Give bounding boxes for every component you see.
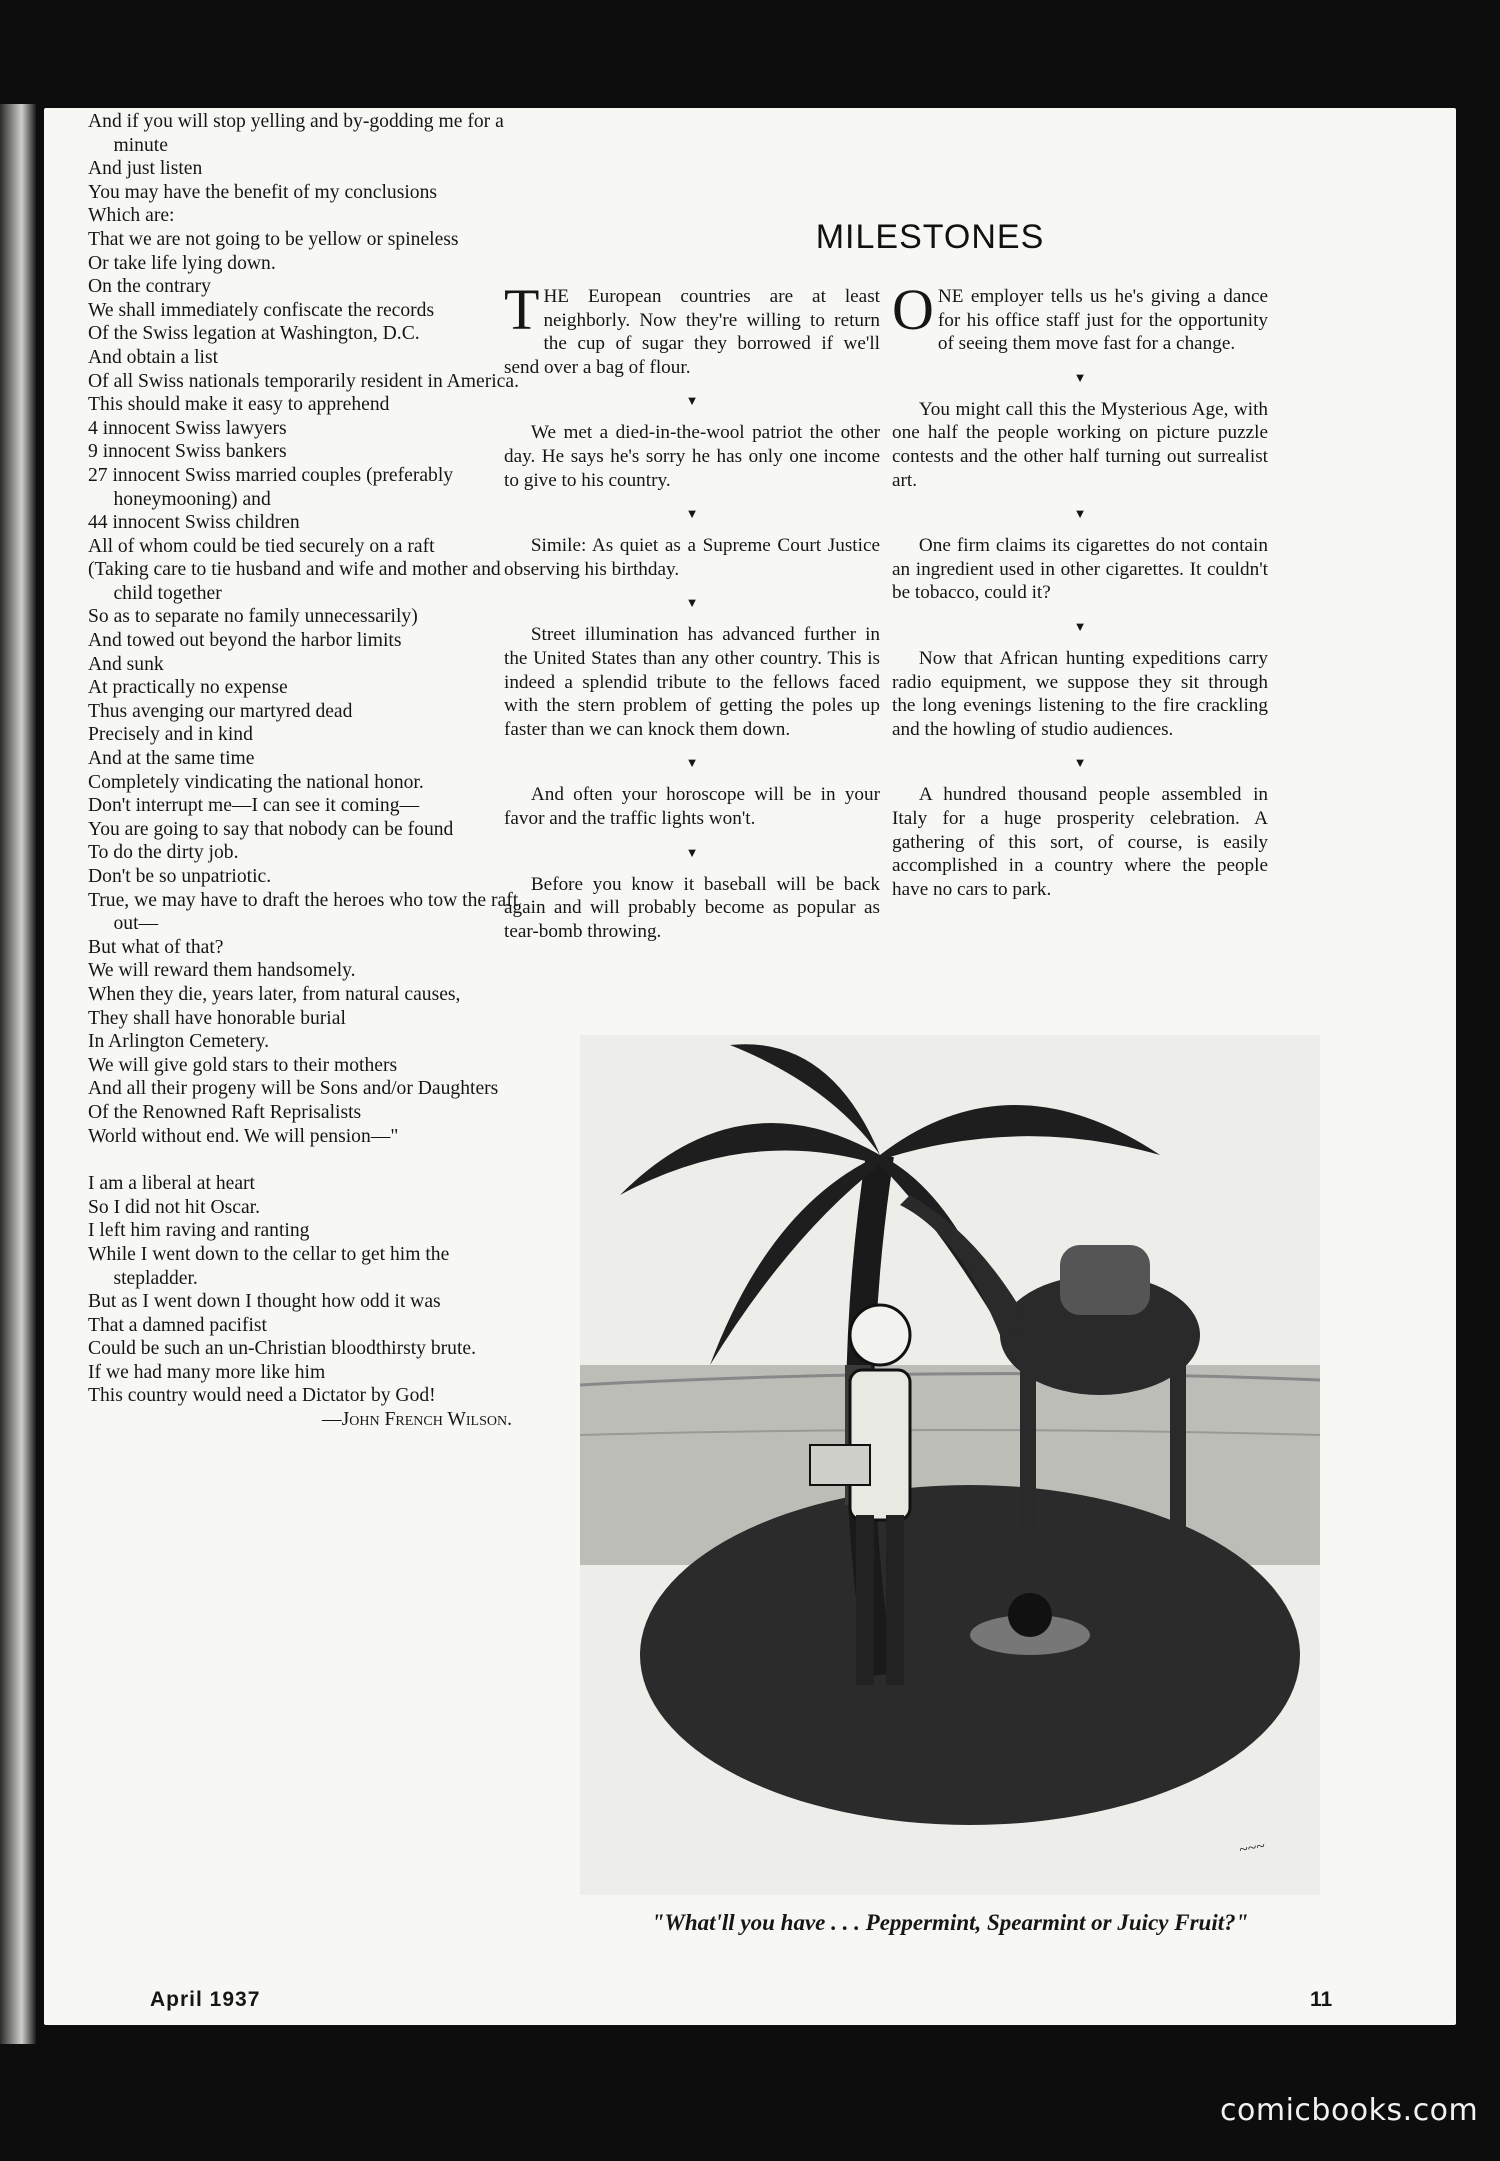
poem-line: And all their progeny will be Sons and/or Daughters — [88, 1078, 499, 1100]
poem-line: This should make it easy to apprehend — [88, 394, 390, 416]
poem-line: So as to separate no family unnecessarily) — [88, 606, 418, 628]
poem-line: We will give gold stars to their mothers — [88, 1054, 398, 1076]
milestone-text: Before you know it baseball will be back again and will probably become as popular as tear-bomb throwing. — [504, 873, 880, 942]
poem-line: At practically no expense — [88, 677, 288, 699]
drop-cap: T — [504, 277, 540, 342]
poem-line: Could be such an un-Christian bloodthirsty brute. — [88, 1338, 477, 1360]
milestone-item — [892, 398, 1268, 492]
milestones-column-right — [892, 277, 1268, 901]
separator-triangle-icon: ▼ — [685, 393, 699, 409]
milestones-column-left — [504, 277, 880, 943]
separator-triangle-icon: ▼ — [685, 506, 699, 522]
poem-line: And if you will stop yelling and by-godding me for a minute — [88, 111, 504, 156]
poem-stanza-1 — [88, 110, 530, 1148]
poem-signature: —John French Wilson. — [322, 1409, 512, 1431]
poem-line: To do the dirty job. — [88, 842, 239, 864]
poem-line: In Arlington Cemetery. — [88, 1031, 270, 1053]
milestone-item — [504, 421, 880, 492]
poem-line: That a damned pacifist — [88, 1314, 267, 1336]
milestone-item — [892, 647, 1268, 741]
poem-line: Don't interrupt me—I can see it coming— — [88, 795, 420, 817]
poem-line: Don't be so unpatriotic. — [88, 866, 272, 887]
poem-line: We shall immediately confiscate the records — [88, 299, 435, 321]
poem-line: True, we may have to draft the heroes who tow the raft out— — [88, 889, 519, 935]
cartoon-illustration — [580, 1035, 1320, 1895]
section-heading: MILESTONES — [815, 218, 1045, 256]
poem-line: Of the Swiss legation at Washington, D.C. — [88, 323, 420, 345]
watermark: comicbooks.com — [1220, 2093, 1479, 2128]
poem-line: And at the same time — [88, 748, 255, 770]
poem-line: And just listen — [88, 158, 203, 180]
poem-line: On the contrary — [88, 276, 211, 298]
milestone-text: Street illumination has advanced further in the United States than any other country. This is indeed a splendid tribute to the fellows faced with the stern problem of getting the poles up faster than we can knock them down. — [504, 624, 880, 740]
poem-line: Precisely and in kind — [88, 724, 253, 746]
milestone-item — [504, 623, 880, 741]
separator-triangle-icon: ▼ — [685, 755, 699, 771]
poem-line: Of all Swiss nationals temporarily resident in America. — [88, 370, 519, 392]
poem-line: I am a liberal at heart — [88, 1173, 255, 1195]
book-spine-edge — [0, 104, 36, 2044]
milestone-text: One firm claims its cigarettes do not contain an ingredient used in other cigarettes. It couldn't be tobacco, could it? — [892, 535, 1268, 604]
poem-line: 27 innocent Swiss married couples (preferably honeymooning) and — [88, 464, 454, 510]
poem-line: We will reward them handsomely. — [88, 960, 356, 982]
poem-line: This country would need a Dictator by God! — [88, 1385, 436, 1407]
milestone-item — [504, 534, 880, 581]
page-number: 11 — [1310, 1988, 1333, 2011]
milestone-text: NE employer tells us he's giving a dance for his office staff just for the opportunity of seeing them move fast for a change. — [937, 286, 1268, 355]
poem-line: 9 innocent Swiss bankers — [88, 441, 287, 463]
milestone-item — [504, 783, 880, 830]
separator-triangle-icon: ▼ — [1073, 618, 1087, 634]
poem-line: Completely vindicating the national honor. — [88, 771, 424, 793]
issue-date: April 1937 — [150, 1988, 261, 2011]
poem-line: If we had many more like him — [88, 1361, 326, 1383]
milestone-text: A hundred thousand people assembled in Italy for a huge prosperity celebration. A gathering of this sort, of course, is easily accomplished in a country where the people have no cars to park. — [892, 784, 1268, 900]
poem-line: I left him raving and ranting — [88, 1220, 310, 1242]
poem-line: World without end. We will pension—" — [88, 1125, 399, 1147]
milestone-text: Now that African hunting expeditions carry radio equipment, we suppose they sit through the long evenings listening to the fire crackling and the howling of studio audiences. — [892, 647, 1268, 740]
drop-cap: O — [892, 277, 934, 342]
poem-line: Of the Renowned Raft Reprisalists — [88, 1101, 362, 1123]
artist-signature: ~~~ — [1237, 1837, 1267, 1859]
poem-line: That we are not going to be yellow or spineless — [88, 228, 459, 250]
milestone-text: Simile: As quiet as a Supreme Court Justice observing his birthday. — [504, 535, 880, 580]
separator-triangle-icon: ▼ — [1073, 369, 1087, 385]
milestone-text: And often your horoscope will be in your favor and the traffic lights won't. — [504, 784, 880, 829]
poem-line: But what of that? — [88, 936, 224, 958]
separator-triangle-icon: ▼ — [1073, 755, 1087, 771]
poem-line: So I did not hit Oscar. — [88, 1196, 260, 1218]
poem-line: When they die, years later, from natural causes, — [88, 983, 461, 1005]
milestone-item — [892, 783, 1268, 901]
cartoon-caption: "What'll you have . . . Peppermint, Spearmint or Juicy Fruit?" — [651, 1910, 1249, 1935]
island — [640, 1485, 1300, 1825]
poem-line: Or take life lying down. — [88, 252, 276, 274]
poem-stanza-2 — [88, 1172, 530, 1408]
poem-line: While I went down to the cellar to get him the stepladder. — [88, 1243, 450, 1289]
milestone-text: HE European countries are at least neighborly. Now they're willing to return the cup of sugar they borrowed if we'll send over a bag of flour. — [504, 286, 880, 378]
poem-line: (Taking care to tie husband and wife and mother and child together — [88, 559, 501, 604]
poem-line: Thus avenging our martyred dead — [88, 700, 353, 722]
poem-line: All of whom could be tied securely on a raft — [88, 535, 435, 557]
poem-column — [88, 110, 530, 1432]
poem-line: They shall have honorable burial — [88, 1007, 346, 1029]
poem-line: Which are: — [88, 205, 175, 227]
milestone-text: You might call this the Mysterious Age, with one half the people working on picture puzzle contests and the other half turning out surrealist art. — [892, 398, 1268, 491]
separator-triangle-icon: ▼ — [1073, 506, 1087, 522]
milestone-item — [892, 277, 1268, 356]
poem-line: You may have the benefit of my conclusions — [88, 181, 438, 203]
separator-triangle-icon: ▼ — [685, 844, 699, 860]
poem-line: You are going to say that nobody can be found — [88, 818, 454, 840]
poem-line: And obtain a list — [88, 346, 219, 368]
poem-line: And towed out beyond the harbor limits — [88, 630, 402, 652]
separator-triangle-icon: ▼ — [685, 595, 699, 611]
poem-line: But as I went down I thought how odd it was — [88, 1291, 441, 1313]
milestone-item — [504, 277, 880, 379]
poem-line: 44 innocent Swiss children — [88, 512, 300, 534]
milestone-text: We met a died-in-the-wool patriot the other day. He says he's sorry he has only one income to give to his country. — [504, 422, 880, 491]
poem-line: 4 innocent Swiss lawyers — [88, 417, 287, 439]
milestone-item — [892, 534, 1268, 605]
poem-line: And sunk — [88, 653, 164, 675]
milestone-item — [504, 873, 880, 944]
